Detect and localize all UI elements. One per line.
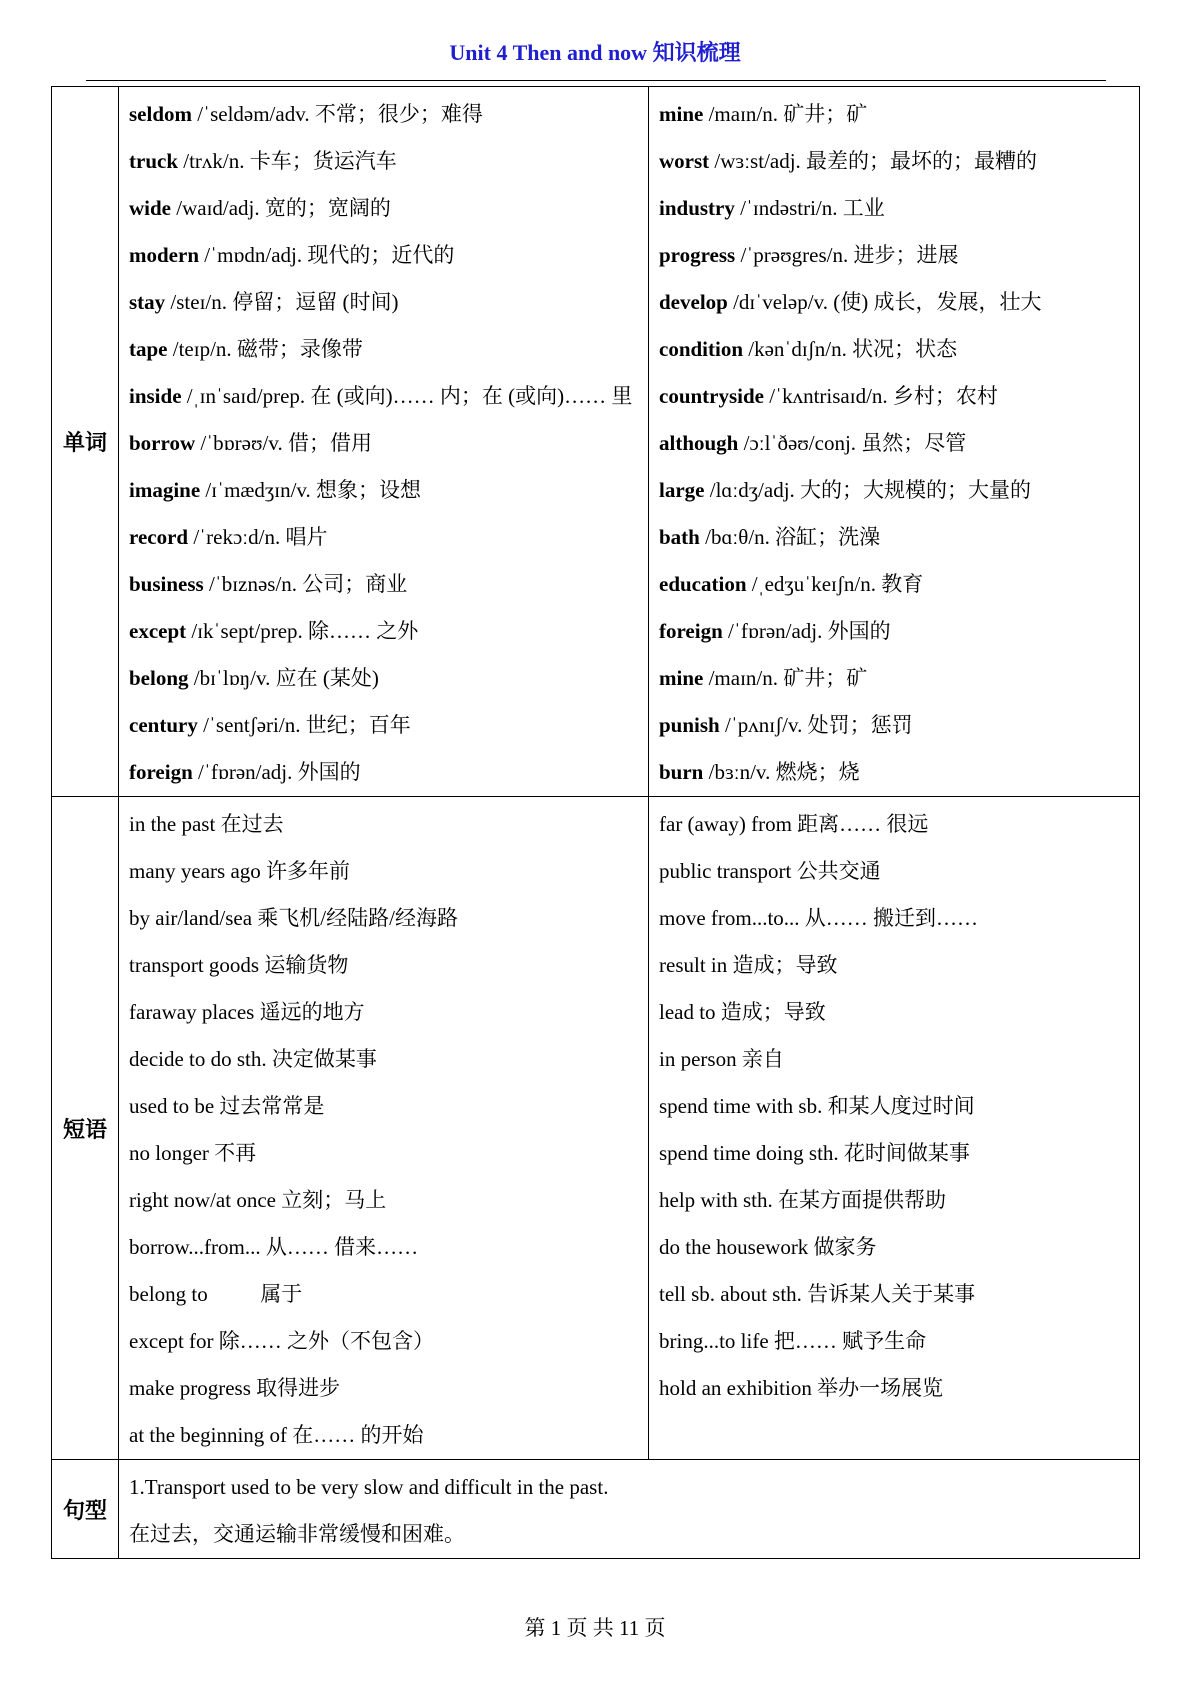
word-entry: worst /wɜːst/adj. 最差的；最坏的；最糟的 [659, 149, 1038, 173]
word-entry: develop /dɪˈveləp/v. (使) 成长，发展，壮大 [659, 290, 1042, 314]
phrase-entry: used to be 过去常常是 [129, 1094, 325, 1118]
word-entry: punish /ˈpʌnɪʃ/v. 处罚；惩罚 [659, 713, 913, 737]
words-row [52, 87, 1140, 797]
phrase-entry: except for 除…… 之外（不包含） [129, 1329, 435, 1353]
word-entry: mine /maɪn/n. 矿井；矿 [659, 666, 868, 690]
word-entry: borrow /ˈbɒrəʊ/v. 借；借用 [129, 431, 372, 455]
phrase-entry: faraway places 遥远的地方 [129, 1000, 365, 1024]
phrases-row [52, 797, 1140, 1460]
phrase-entry: make progress 取得进步 [129, 1376, 341, 1400]
word-entry: belong /bɪˈlɒŋ/v. 应在 (某处) [129, 666, 379, 690]
word-entry: imagine /ɪˈmædʒɪn/v. 想象；设想 [129, 478, 422, 502]
word-entry: modern /ˈmɒdn/adj. 现代的；近代的 [129, 243, 455, 267]
word-entry: condition /kənˈdɪʃn/n. 状况；状态 [659, 337, 958, 361]
phrase-entry: no longer 不再 [129, 1141, 257, 1165]
title-divider [86, 80, 1106, 81]
page-title: Unit 4 Then and now 知识梳理 [449, 40, 741, 65]
word-entry: wide /waɪd/adj. 宽的；宽阔的 [129, 196, 391, 220]
phrase-entry: belong to 属于 [129, 1282, 303, 1306]
words-label: 单词 [52, 87, 119, 797]
word-entry: tape /teɪp/n. 磁带；录像带 [129, 337, 363, 361]
words-left-column [119, 87, 649, 797]
phrase-entry: many years ago 许多年前 [129, 859, 351, 883]
word-entry: century /ˈsentʃəri/n. 世纪；百年 [129, 713, 411, 737]
phrase-entry: lead to 造成；导致 [659, 1000, 826, 1024]
phrase-entry: do the housework 做家务 [659, 1235, 877, 1259]
sentences-label: 句型 [52, 1460, 119, 1559]
word-entry: record /ˈrekɔːd/n. 唱片 [129, 525, 328, 549]
phrase-entry: by air/land/sea 乘飞机/经陆路/经海路 [129, 906, 458, 930]
words-right-column [649, 87, 1140, 797]
phrase-entry: borrow...from... 从…… 借来…… [129, 1235, 419, 1259]
word-entry: countryside /ˈkʌntrisaɪd/n. 乡村；农村 [659, 384, 998, 408]
phrase-entry: help with sth. 在某方面提供帮助 [659, 1188, 946, 1212]
phrase-entry: transport goods 运输货物 [129, 953, 349, 977]
word-entry: education /ˌedʒuˈkeɪʃn/n. 教育 [659, 572, 924, 596]
sentences-row [52, 1460, 1140, 1559]
phrase-entry: in person 亲自 [659, 1047, 784, 1071]
phrase-entry: decide to do sth. 决定做某事 [129, 1047, 377, 1071]
phrase-entry: spend time with sb. 和某人度过时间 [659, 1094, 975, 1118]
phrase-entry: spend time doing sth. 花时间做某事 [659, 1141, 970, 1165]
phrase-entry: in the past 在过去 [129, 812, 284, 836]
phrase-entry: public transport 公共交通 [659, 859, 881, 883]
word-entry: mine /maɪn/n. 矿井；矿 [659, 102, 868, 126]
sentence-chinese: 在过去，交通运输非常缓慢和困难。 [129, 1522, 465, 1546]
word-entry: stay /steɪ/n. 停留；逗留 (时间) [129, 290, 399, 314]
phrase-entry: bring...to life 把…… 赋予生命 [659, 1329, 927, 1353]
phrases-label: 短语 [52, 797, 119, 1460]
word-entry: burn /bɜːn/v. 燃烧；烧 [659, 760, 860, 784]
word-entry: seldom /ˈseldəm/adv. 不常；很少；难得 [129, 102, 483, 126]
word-entry: industry /ˈɪndəstri/n. 工业 [659, 196, 885, 220]
knowledge-table [51, 86, 1140, 1559]
word-entry: foreign /ˈfɒrən/adj. 外国的 [129, 760, 361, 784]
page-number: 第 1 页 共 11 页 [524, 1616, 666, 1640]
phrases-left-column [119, 797, 649, 1460]
phrase-entry: far (away) from 距离…… 很远 [659, 812, 929, 836]
sentences-cell [119, 1460, 1140, 1559]
word-entry: truck /trʌk/n. 卡车；货运汽车 [129, 149, 397, 173]
word-entry: except /ɪkˈsept/prep. 除…… 之外 [129, 619, 419, 643]
word-entry: foreign /ˈfɒrən/adj. 外国的 [659, 619, 891, 643]
word-entry: although /ɔːlˈðəʊ/conj. 虽然；尽管 [659, 431, 967, 455]
phrase-entry: tell sb. about sth. 告诉某人关于某事 [659, 1282, 976, 1306]
phrase-entry: result in 造成；导致 [659, 953, 838, 977]
phrase-entry: move from...to... 从…… 搬迁到…… [659, 906, 979, 930]
phrase-entry: hold an exhibition 举办一场展览 [659, 1376, 944, 1400]
sentence-english: 1.Transport used to be very slow and difficult in the past. [129, 1475, 609, 1499]
word-entry: business /ˈbɪznəs/n. 公司；商业 [129, 572, 408, 596]
phrase-entry: at the beginning of 在…… 的开始 [129, 1423, 424, 1447]
word-entry: large /lɑːdʒ/adj. 大的；大规模的；大量的 [659, 478, 1032, 502]
word-entry: bath /bɑːθ/n. 浴缸；洗澡 [659, 525, 881, 549]
word-entry: progress /ˈprəʊgres/n. 进步；进展 [659, 243, 959, 267]
phrase-entry: right now/at once 立刻；马上 [129, 1188, 387, 1212]
phrases-right-column [649, 797, 1140, 1460]
word-entry: inside /ˌɪnˈsaɪd/prep. 在 (或向)…… 内；在 (或向)…… 里 [129, 384, 633, 408]
